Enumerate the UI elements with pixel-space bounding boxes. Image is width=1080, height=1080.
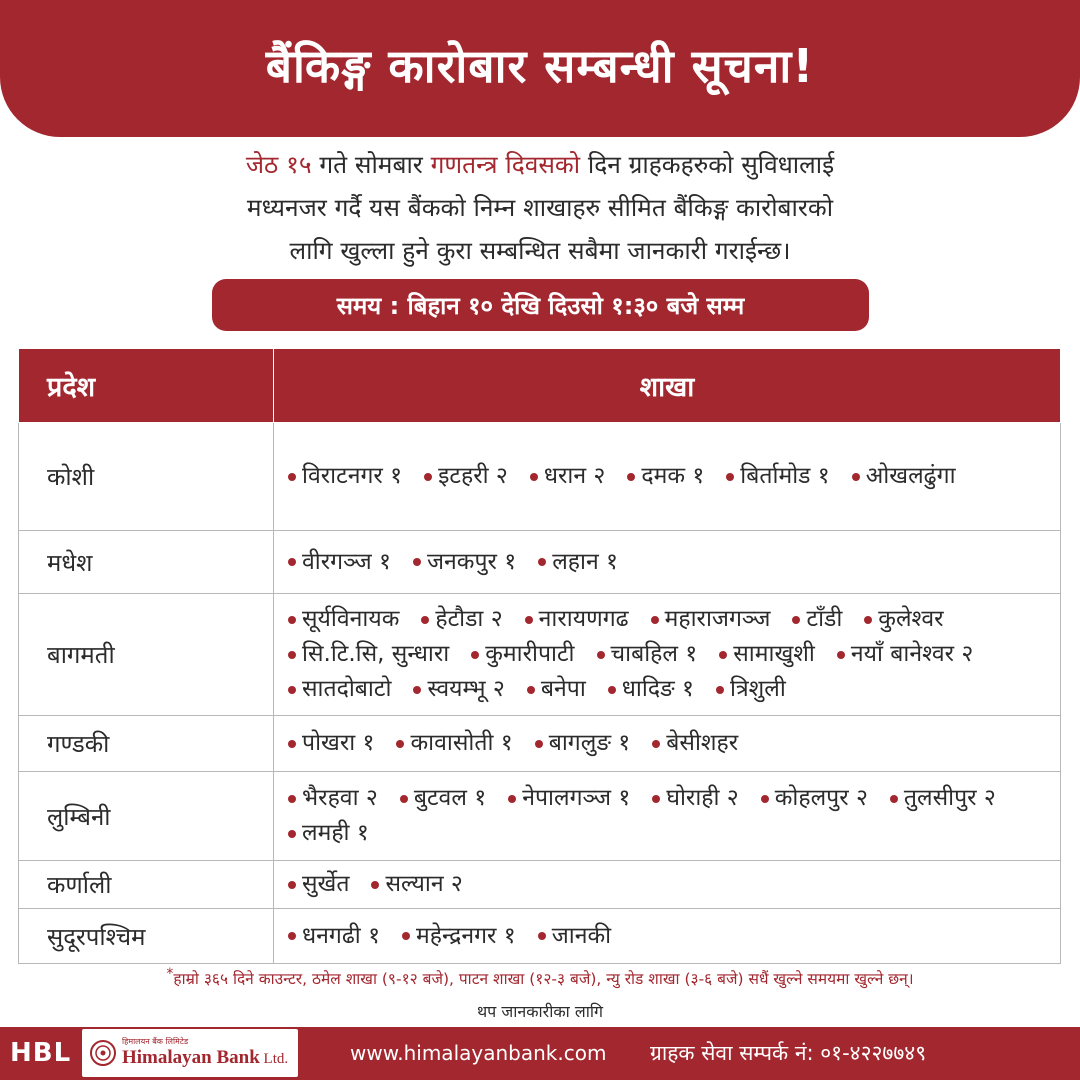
branch-item [719, 637, 815, 672]
branch-name: तुलसीपुर २ [903, 785, 996, 811]
branch-name: कुमारीपाटी [485, 641, 575, 667]
branch-name: स्वयम्भू २ [427, 676, 505, 702]
bullet-icon [288, 795, 296, 803]
branch-name: बनेपा [540, 676, 586, 702]
branch-table [18, 348, 1061, 964]
bullet-icon [627, 473, 635, 481]
bullet-icon [864, 616, 872, 624]
bullet-icon [716, 686, 724, 694]
table-row [19, 861, 1061, 909]
branch-name: सल्यान २ [385, 871, 463, 897]
logo-nepali-name: हिमालयन बैंक लिमिटेड [122, 1036, 189, 1046]
branch-name: कावासोती १ [410, 730, 513, 756]
branches-cell [274, 772, 1061, 861]
branch-name: जनकपुर १ [426, 548, 517, 575]
branch-name: सातदोबाटो [302, 676, 392, 702]
branch-name: धादिङ १ [621, 676, 694, 702]
branch-name: विराटनगर १ [302, 463, 403, 489]
bullet-icon [288, 616, 296, 624]
branch-item [288, 781, 378, 816]
bullet-icon [792, 616, 800, 624]
bullet-icon [288, 558, 296, 566]
table-row [19, 594, 1061, 716]
branch-item [726, 459, 829, 494]
branch-list [288, 459, 1054, 494]
bullet-icon [402, 932, 410, 940]
province-cell: लुम्बिनी [19, 772, 274, 861]
republic-day-highlight: गणतन्त्र दिवसको [430, 150, 581, 179]
branch-name: नारायणगढ [538, 606, 629, 632]
branch-item [538, 545, 618, 580]
website-link[interactable]: www.himalayanbank.com [350, 1041, 607, 1065]
branch-item [413, 545, 516, 580]
branch-name: सूर्यविनायक [302, 606, 400, 632]
hbl-abbrev: HBL [10, 1038, 72, 1068]
branch-name: घोराही २ [666, 785, 739, 811]
intro-line-2: मध्यनजर गर्दै यस बैंकको निम्न शाखाहरु सीमित बैंकिङ्ग कारोबारको [246, 193, 834, 222]
branch-list [288, 781, 1054, 851]
branch-item [538, 919, 611, 954]
bullet-icon [288, 651, 296, 659]
province-cell: कोशी [19, 423, 274, 531]
branch-item [792, 602, 842, 637]
branch-name: महाराजगञ्ज [664, 606, 771, 632]
bullet-icon [652, 795, 660, 803]
bullet-icon [535, 740, 543, 748]
bullet-icon [288, 740, 296, 748]
branch-item [288, 672, 391, 707]
branch-item [288, 637, 449, 672]
branch-item [837, 637, 973, 672]
branch-item [402, 919, 516, 954]
bullet-icon [597, 651, 605, 659]
bullet-icon [719, 651, 727, 659]
bullet-icon [400, 795, 408, 803]
bullet-icon [371, 881, 379, 889]
branch-name: लमही १ [302, 820, 369, 846]
branch-item [288, 602, 399, 637]
branch-name: नयाँ बानेश्वर २ [850, 641, 974, 667]
intro-text-part: दिन ग्राहकहरुको सुविधालाई [580, 150, 835, 179]
branch-name: कोहलपुर २ [774, 785, 868, 811]
branches-cell [274, 716, 1061, 772]
branch-item [852, 459, 956, 494]
intro-line-1 [40, 143, 1040, 186]
province-cell: गण्डकी [19, 716, 274, 772]
branch-item [371, 867, 462, 902]
branch-name: धनगढी १ [302, 922, 381, 949]
branches-cell [274, 861, 1061, 909]
branch-name: धरान २ [543, 463, 606, 489]
branch-item [652, 726, 738, 761]
table-body [19, 423, 1061, 964]
branch-name: जानकी [551, 922, 612, 949]
footnote-mark: * [166, 966, 174, 982]
bullet-icon [525, 616, 533, 624]
bullet-icon [288, 881, 296, 889]
branch-item [288, 867, 349, 902]
branch-name: इटहरी २ [438, 463, 508, 489]
bullet-icon [538, 932, 546, 940]
logo-name-main: Himalayan Bank [122, 1046, 260, 1068]
branch-name: बागलुङ १ [548, 730, 631, 756]
branch-list [288, 602, 1054, 707]
branch-item [890, 781, 996, 816]
branch-item [424, 459, 508, 494]
bullet-icon [837, 651, 845, 659]
branch-name: दमक १ [641, 463, 705, 489]
branch-name: सामाखुशी [733, 641, 815, 667]
branch-name: नेपालगञ्ज १ [522, 785, 631, 811]
branch-name: पोखरा १ [302, 730, 375, 756]
intro-text [40, 143, 1040, 272]
table-header-row [19, 349, 1061, 423]
branch-item [761, 781, 868, 816]
intro-text-part: गते सोमबार [311, 150, 431, 179]
bank-logo [82, 1029, 298, 1077]
branch-list [288, 867, 1054, 902]
intro-line-3: लागि खुल्ला हुने कुरा सम्बन्धित सबैमा जानकारी गराईन्छ। [289, 236, 791, 265]
bullet-icon [413, 558, 421, 566]
branch-item [288, 726, 374, 761]
branch-item [651, 602, 771, 637]
bullet-icon [761, 795, 769, 803]
province-cell: कर्णाली [19, 861, 274, 909]
logo-english-name [122, 1047, 288, 1070]
branch-name: बुटवल १ [413, 785, 487, 811]
branch-name: वीरगञ्ज १ [302, 548, 391, 575]
table-row [19, 716, 1061, 772]
branch-item [716, 672, 786, 707]
branch-item [525, 602, 629, 637]
branch-name: महेन्द्रनगर १ [416, 922, 516, 949]
bullet-icon [288, 932, 296, 940]
bullet-icon [538, 558, 546, 566]
header-province: प्रदेश [19, 349, 274, 423]
branch-item [288, 459, 402, 494]
branch-name: बेसीशहर [666, 730, 739, 756]
bullet-icon [288, 686, 296, 694]
branch-item [652, 781, 738, 816]
table-row [19, 909, 1061, 964]
table-row [19, 531, 1061, 594]
branch-item [413, 672, 504, 707]
branch-item [400, 781, 486, 816]
branch-name: लहान १ [552, 548, 619, 575]
bullet-icon [527, 686, 535, 694]
contact-number: ग्राहक सेवा सम्पर्क नं: ०१-४२२७७४९ [650, 1041, 927, 1065]
branch-item [288, 816, 369, 851]
bullet-icon [508, 795, 516, 803]
bullet-icon [608, 686, 616, 694]
branch-list [288, 919, 1054, 954]
time-badge [212, 279, 869, 331]
branch-name: टाँडी [806, 606, 843, 632]
branch-list [288, 545, 1054, 580]
bullet-icon [413, 686, 421, 694]
footnote-text: हाम्रो ३६५ दिने काउन्टर, ठमेल शाखा (९-१२ बजे), पाटन शाखा (१२-३ बजे), न्यु रोड शाखा (३-६ बजे) सधैं खुल्ने समयमा खुल्ने छन्। [173, 970, 914, 989]
footnote [0, 966, 1080, 989]
table-row [19, 772, 1061, 861]
province-cell: सुदूरपश्चिम [19, 909, 274, 964]
branch-item [288, 545, 391, 580]
branches-cell [274, 531, 1061, 594]
bullet-icon [396, 740, 404, 748]
branch-item [627, 459, 704, 494]
branch-list [288, 726, 1054, 761]
branch-item [535, 726, 631, 761]
bullet-icon [890, 795, 898, 803]
bullet-icon [288, 473, 296, 481]
branch-name: सि.टि.सि, सुन्धारा [302, 641, 450, 667]
branch-name: त्रिशुली [729, 676, 786, 702]
branch-name: सुर्खेत [302, 871, 350, 897]
bullet-icon [424, 473, 432, 481]
date-highlight: जेठ १५ [245, 150, 312, 179]
bullet-icon [471, 651, 479, 659]
title-banner [0, 0, 1080, 137]
bullet-icon [288, 830, 296, 838]
branches-cell [274, 909, 1061, 964]
province-cell: बागमती [19, 594, 274, 716]
branch-name: बिर्तामोड १ [740, 463, 830, 489]
bullet-icon [651, 616, 659, 624]
branch-name: ओखलढुंगा [865, 463, 956, 489]
footer-bar [0, 1027, 1080, 1080]
table-row [19, 423, 1061, 531]
branch-item [608, 672, 694, 707]
seal-icon [90, 1040, 116, 1066]
branch-name: चाबहिल १ [610, 641, 698, 667]
header-branch: शाखा [274, 349, 1061, 423]
bullet-icon [852, 473, 860, 481]
more-info-label: थप जानकारीका लागि [476, 1002, 604, 1021]
bullet-icon [421, 616, 429, 624]
branch-name: हेटौडा २ [435, 606, 503, 632]
logo-name-suffix: Ltd. [259, 1050, 289, 1067]
time-text: समय : बिहान १० देखि दिउसो १:३० बजे सम्म [336, 291, 745, 320]
page-title: बैंकिङ्ग कारोबार सम्बन्धी सूचना! [265, 38, 815, 93]
branch-item [597, 637, 698, 672]
branch-item [508, 781, 630, 816]
bullet-icon [726, 473, 734, 481]
branches-cell [274, 423, 1061, 531]
branch-name: कुलेश्वर [878, 606, 944, 632]
province-cell: मधेश [19, 531, 274, 594]
branch-item [530, 459, 606, 494]
branch-item [421, 602, 502, 637]
bullet-icon [530, 473, 538, 481]
branch-item [527, 672, 586, 707]
branch-item [288, 919, 380, 954]
branch-item [864, 602, 943, 637]
branch-name: भैरहवा २ [302, 785, 378, 811]
branches-cell [274, 594, 1061, 716]
branch-item [396, 726, 512, 761]
branch-item [471, 637, 574, 672]
bullet-icon [652, 740, 660, 748]
